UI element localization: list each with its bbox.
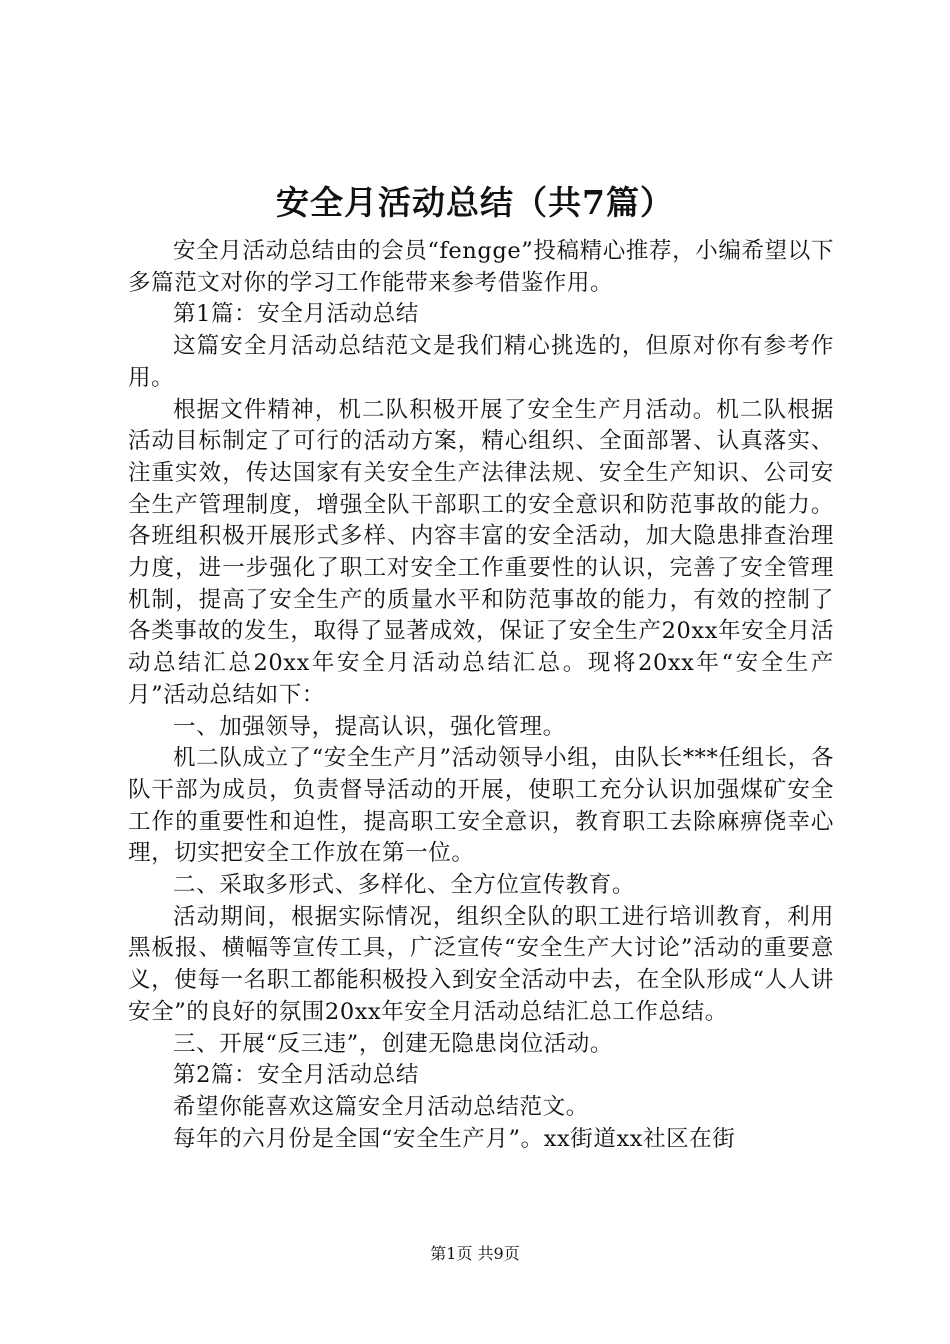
paragraph: 这篇安全月活动总结范文是我们精心挑选的，但原对你有参考作用。 — [128, 333, 834, 391]
paragraph: 活动期间，根据实际情况，组织全队的职工进行培训教育，利用黑板报、横幅等宣传工具，广泛宣传“安全生产大讨论”活动的重要意义，使每一名职工都能积极投入到安全活动中去，在全队形成“人人讲安全”的良好的氛围20xx年安全月活动总结汇总工作总结。 — [128, 903, 834, 1025]
section-heading-2: 第2篇：安全月活动总结 — [173, 1062, 419, 1089]
paragraph: 根据文件精神，机二队积极开展了安全生产月活动。机二队根据活动目标制定了可行的活动方案，精心组织、全面部署、认真落实、注重实效，传达国家有关安全生产法律法规、安全生产知识、公司安全生产管理制度，增强全队干部职工的安全意识和防范事故的能力。各班组积极开展形式多样、内容丰富的安全活动，加大隐患排查治理力度，进一步强化了职工对安全工作重要性的认识，完善了安全管理机制，提高了安全生产的质量水平和防范事故的能力，有效的控制了各类事故的发生，取得了显著成效，保证了安全生产20xx年安全月活动总结汇总20xx年安全月活动总结汇总。现将20xx年“安全生产月”活动总结如下： — [128, 396, 834, 708]
subheading-2: 二、采取多形式、多样化、全方位宣传教育。 — [173, 872, 636, 899]
section-heading-1: 第1篇：安全月活动总结 — [173, 301, 419, 328]
paragraph: 机二队成立了“安全生产月”活动领导小组，由队长***任组长，各队干部为成员，负责督导活动的开展，使职工充分认识加强煤矿安全工作的重要性和迫性，提高职工安全意识，教育职工去除麻痹侥幸心理，切实把安全工作放在第一位。 — [128, 745, 834, 867]
paragraph: 希望你能喜欢这篇安全月活动总结范文。 — [173, 1093, 589, 1120]
paragraph-intro: 安全月活动总结由的会员“fengge”投稿精心推荐，小编希望以下多篇范文对你的学习工作能带来参考借鉴作用。 — [128, 238, 834, 296]
subheading-3: 三、开展“反三违”，创建无隐患岗位活动。 — [173, 1030, 614, 1057]
subheading-1: 一、加强领导，提高认识，强化管理。 — [173, 713, 566, 740]
paragraph: 每年的六月份是全国“安全生产月”。xx街道xx社区在街 — [173, 1125, 736, 1152]
page-footer: 第1页 共9页 — [430, 1244, 520, 1263]
document-title: 安全月活动总结（共7篇） — [276, 183, 674, 222]
document-body — [128, 236, 834, 1155]
